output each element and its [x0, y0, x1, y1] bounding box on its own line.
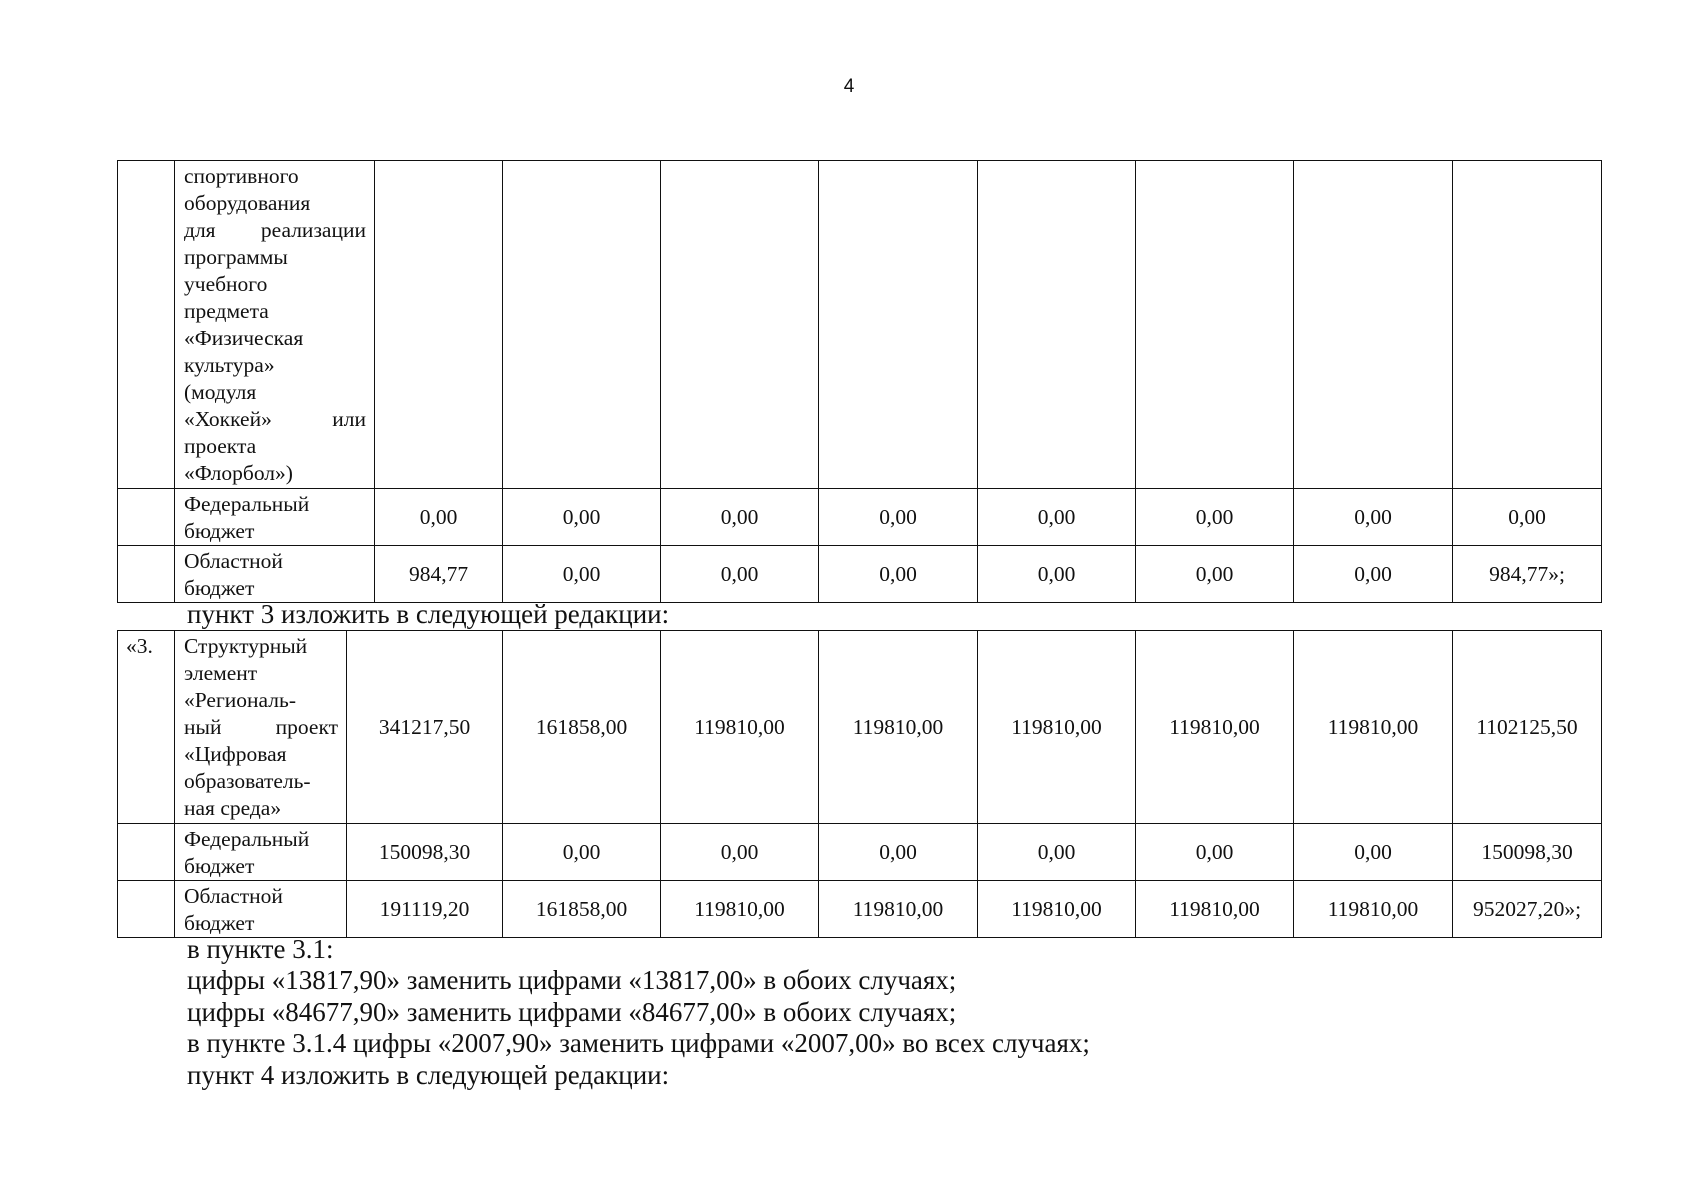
- value-cell: 119810,00: [1136, 881, 1294, 938]
- label-line: образователь-: [184, 769, 311, 793]
- empty-cell: [1294, 161, 1453, 489]
- table-row-regional-budget: [118, 546, 1602, 603]
- table-row-regional-budget: [118, 881, 1602, 938]
- value-cell: 119810,00: [978, 631, 1136, 824]
- description-line: программы: [184, 245, 288, 269]
- label-line: Федеральный: [184, 492, 310, 516]
- empty-cell: [1453, 161, 1602, 489]
- description-cell: [175, 161, 375, 489]
- value-cell: 0,00: [1136, 489, 1294, 546]
- instruction-paragraph: цифры «84677,90» заменить цифрами «84677,00» в обоих случаях;: [187, 997, 957, 1027]
- description-line: для реализации: [184, 218, 366, 242]
- value-cell: 0,00: [375, 489, 503, 546]
- row-number-cell: [118, 161, 175, 489]
- value-cell: 0,00: [819, 489, 978, 546]
- value-cell: 0,00: [1453, 489, 1602, 546]
- value-cell: 0,00: [978, 824, 1136, 881]
- value-cell: 150098,30: [347, 824, 503, 881]
- label-line: «Региональ-: [184, 688, 296, 712]
- instruction-paragraph: цифры «13817,90» заменить цифрами «13817,00» в обоих случаях;: [187, 965, 957, 995]
- label-line: бюджет: [184, 854, 255, 878]
- value-cell: 161858,00: [503, 881, 661, 938]
- label-line: Структурный: [184, 634, 308, 658]
- value-cell: 0,00: [1294, 489, 1453, 546]
- label-line: бюджет: [184, 911, 255, 935]
- row-number-cell: [118, 546, 175, 603]
- value-cell: 0,00: [1294, 824, 1453, 881]
- empty-cell: [503, 161, 661, 489]
- description-line: «Хоккей» или: [184, 407, 366, 431]
- instruction-paragraph: пункт 4 изложить в следующей редакции:: [187, 1060, 670, 1090]
- label-cell: [175, 546, 375, 603]
- description-line: (модуля: [184, 380, 257, 404]
- value-cell: 952027,20»;: [1453, 881, 1602, 938]
- description-line: проекта: [184, 434, 257, 458]
- value-cell: 0,00: [661, 489, 819, 546]
- empty-cell: [978, 161, 1136, 489]
- value-cell: 0,00: [1294, 546, 1453, 603]
- label-line: бюджет: [184, 519, 255, 543]
- table-row-structural-element: [118, 631, 1602, 824]
- table-row-federal-budget: [118, 824, 1602, 881]
- value-cell: 119810,00: [1136, 631, 1294, 824]
- description-line: предмета: [184, 299, 269, 323]
- label-line: элемент: [184, 661, 258, 685]
- row-number-cell: «3.: [118, 631, 175, 824]
- row-number-cell: [118, 489, 175, 546]
- label-line: бюджет: [184, 576, 255, 600]
- value-cell: 0,00: [661, 824, 819, 881]
- value-cell: 0,00: [503, 489, 661, 546]
- description-line: спортивного: [184, 164, 299, 188]
- row-number-cell: [118, 881, 175, 938]
- empty-cell: [1136, 161, 1294, 489]
- value-cell: 1102125,50: [1453, 631, 1602, 824]
- label-cell: [175, 489, 375, 546]
- instruction-paragraph: в пункте 3.1.4 цифры «2007,90» заменить цифрами «2007,00» во всех случаях;: [187, 1028, 1090, 1058]
- label-line: «Цифровая: [184, 742, 287, 766]
- label-line: Областной: [184, 884, 283, 908]
- value-cell: 0,00: [978, 546, 1136, 603]
- description-line: оборудования: [184, 191, 311, 215]
- value-cell: 119810,00: [978, 881, 1136, 938]
- value-cell: 119810,00: [1294, 881, 1453, 938]
- label-cell: [175, 824, 347, 881]
- label-cell: [175, 631, 347, 824]
- instruction-paragraph: пункт 3 изложить в следующей редакции:: [187, 599, 670, 629]
- empty-cell: [375, 161, 503, 489]
- value-cell: 150098,30: [1453, 824, 1602, 881]
- value-cell: 0,00: [503, 546, 661, 603]
- table-row: [118, 161, 1602, 489]
- value-cell: 119810,00: [661, 631, 819, 824]
- value-cell: 0,00: [978, 489, 1136, 546]
- value-cell: 984,77: [375, 546, 503, 603]
- value-cell: 0,00: [819, 546, 978, 603]
- value-cell: 119810,00: [661, 881, 819, 938]
- description-line: «Флорбол»): [184, 461, 293, 485]
- row-number-cell: [118, 824, 175, 881]
- label-cell: [175, 881, 347, 938]
- value-cell: 119810,00: [819, 881, 978, 938]
- value-cell: 0,00: [1136, 546, 1294, 603]
- budget-table-continuation: [117, 160, 1602, 603]
- value-cell: 0,00: [661, 546, 819, 603]
- table-row-federal-budget: [118, 489, 1602, 546]
- description-line: «Физическая: [184, 326, 304, 350]
- value-cell: 191119,20: [347, 881, 503, 938]
- page-number: 4: [843, 76, 855, 97]
- empty-cell: [819, 161, 978, 489]
- value-cell: 119810,00: [819, 631, 978, 824]
- empty-cell: [661, 161, 819, 489]
- instruction-paragraph: в пункте 3.1:: [187, 934, 334, 964]
- description-line: культура»: [184, 353, 275, 377]
- label-line: Областной: [184, 549, 283, 573]
- label-line: ный проект: [184, 715, 338, 739]
- value-cell: 0,00: [819, 824, 978, 881]
- value-cell: 341217,50: [347, 631, 503, 824]
- budget-table-item-3: [117, 630, 1602, 938]
- value-cell: 984,77»;: [1453, 546, 1602, 603]
- value-cell: 0,00: [503, 824, 661, 881]
- label-line: Федеральный: [184, 827, 310, 851]
- label-line: ная среда»: [184, 796, 282, 820]
- value-cell: 161858,00: [503, 631, 661, 824]
- description-line: учебного: [184, 272, 268, 296]
- value-cell: 0,00: [1136, 824, 1294, 881]
- value-cell: 119810,00: [1294, 631, 1453, 824]
